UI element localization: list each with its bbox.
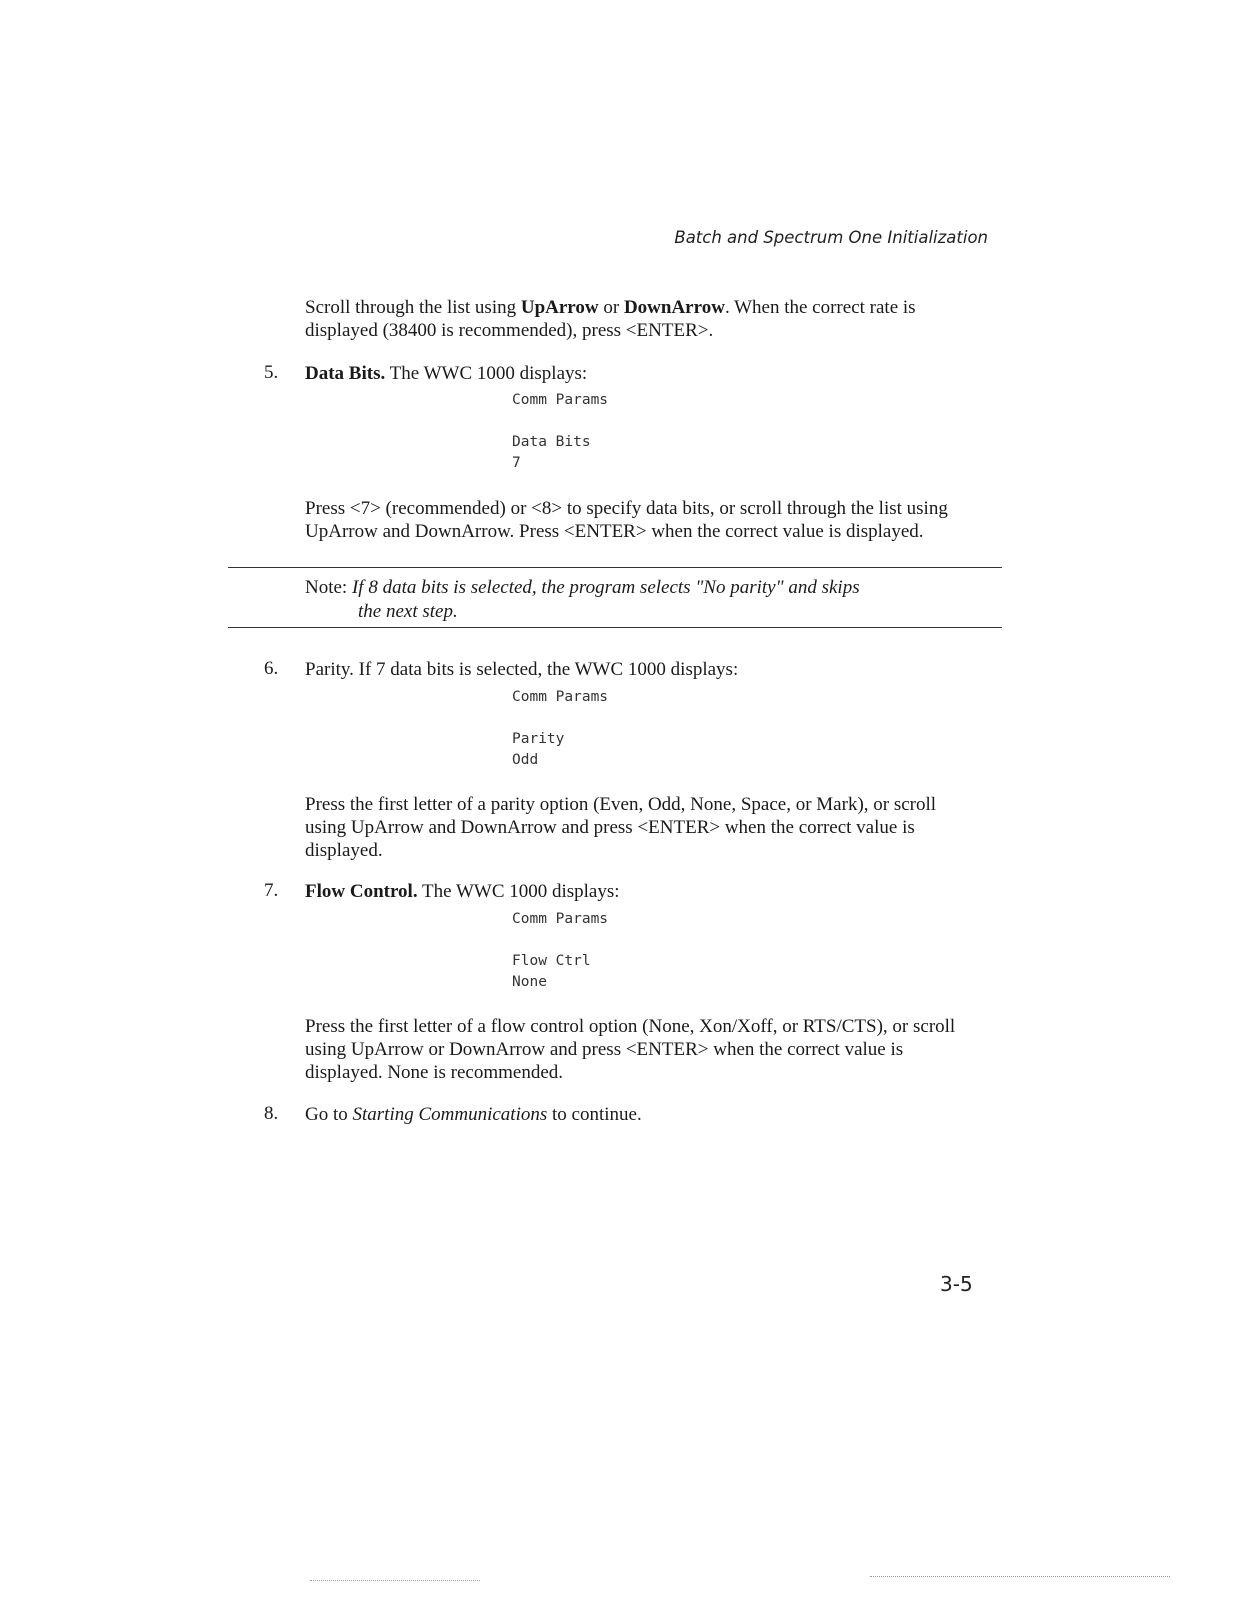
intro-text: . When the correct rate is [724,297,916,318]
display-line: Data Bits [512,434,591,450]
paragraph-line: Press the first letter of a flow control option (None, Xon/Xoff, or RTS/CTS), or scroll [305,1016,956,1037]
paragraph-line: using UpArrow or DownArrow and press <ENTER> when the correct value is [305,1039,904,1060]
note-top-rule [228,567,1002,568]
paragraph-line: displayed. None is recommended. [305,1062,564,1083]
intro-text: displayed (38400 is recommended), press <ENTER>. [305,320,714,341]
step-text: to continue. [547,1104,642,1125]
step-text: The WWC 1000 displays: [417,881,620,902]
intro-text: or [598,297,624,318]
display-line: 7 [512,455,521,471]
lcd-display [512,909,608,993]
step-paragraph [305,497,1005,543]
display-line [512,708,608,729]
step-number: 7. [264,880,279,901]
display-line: Flow Ctrl [512,953,591,969]
intro-paragraph [305,296,1005,342]
step-paragraph [305,1015,1005,1084]
step-heading [305,362,1005,385]
step-number: 5. [264,362,279,383]
paragraph-line: UpArrow and DownArrow. Press <ENTER> when the correct value is displayed. [305,521,924,542]
display-line: Comm Params [512,392,609,408]
display-line: Comm Params [512,911,609,927]
step-label: Data Bits. [305,363,386,384]
paragraph-line: displayed. [305,840,383,861]
intro-text: Scroll through the list using [305,297,521,318]
display-line [512,930,608,951]
display-line: None [512,974,547,990]
display-line: Parity [512,731,565,747]
scan-artifact [870,1576,1170,1578]
note-block [305,576,985,624]
step-heading: Parity. If 7 data bits is selected, the WWC 1000 displays: [305,659,739,680]
step-paragraph [305,793,1005,862]
uparrow-key-label: UpArrow [520,297,599,318]
paragraph-line: Press the first letter of a parity option (Even, Odd, None, Space, or Mark), or scroll [305,794,937,815]
display-line [512,411,608,432]
note-label: Note: [305,577,352,598]
note-text: the next step. [358,601,458,622]
paragraph-line: using UpArrow and DownArrow and press <ENTER> when the correct value is [305,817,915,838]
lcd-display [512,687,608,771]
step-label: Flow Control. [305,881,418,902]
paragraph-line: Press <7> (recommended) or <8> to specify data bits, or scroll through the list using [305,498,948,519]
scan-artifact [310,1580,480,1582]
step-text: The WWC 1000 displays: [385,363,588,384]
note-text: If 8 data bits is selected, the program selects "No parity" and skips [351,577,860,598]
step-number: 6. [264,658,279,679]
step-heading [305,1103,1005,1126]
step-heading [305,880,1005,903]
display-line: Odd [512,752,539,768]
display-line: Comm Params [512,689,609,705]
step-text: Go to [305,1104,353,1125]
lcd-display [512,390,608,474]
running-header: Batch and Spectrum One Initialization [674,228,988,247]
downarrow-key-label: DownArrow [623,297,725,318]
section-reference: Starting Communications [352,1104,548,1125]
page-number: 3-5 [940,1272,973,1296]
note-bottom-rule [228,627,1002,628]
step-number: 8. [264,1103,279,1124]
